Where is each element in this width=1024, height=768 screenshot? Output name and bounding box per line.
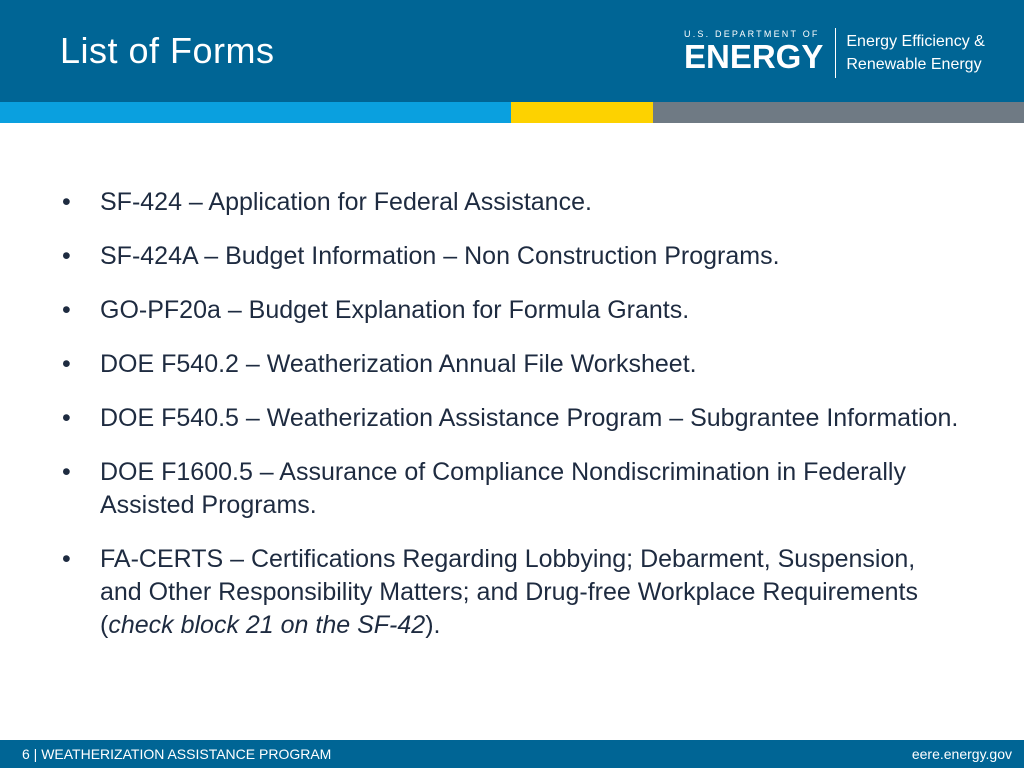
list-item-text: DOE F540.2 – Weatherization Annual File Worksheet. xyxy=(100,350,697,378)
logo-office xyxy=(846,30,984,76)
logo-divider xyxy=(835,28,836,78)
list-item-text: SF-424 – Application for Federal Assistance. xyxy=(100,188,592,216)
footer-website: eere.energy.gov xyxy=(911,746,1012,762)
doe-logo-wordmark xyxy=(684,28,823,73)
stripe-yellow xyxy=(511,102,653,123)
logo-office-line1: Energy Efficiency & xyxy=(846,33,985,50)
list-item xyxy=(62,456,962,522)
list-item xyxy=(62,402,962,435)
stripe-blue xyxy=(0,102,511,123)
slide-header xyxy=(0,0,1024,102)
footer-page-program: 6 | WEATHERIZATION ASSISTANCE PROGRAM xyxy=(22,746,332,762)
list-item-suffix: ). xyxy=(425,611,441,639)
logo-agency: ENERGY xyxy=(684,38,824,75)
list-item-text: GO-PF20a – Budget Explanation for Formula Grants. xyxy=(100,296,690,324)
list-item-text: DOE F540.5 – Weatherization Assistance Program – Subgrantee Information. xyxy=(100,404,959,432)
list-item-text: SF-424A – Budget Information – Non Construction Programs. xyxy=(100,242,780,270)
doe-logo xyxy=(684,28,985,80)
list-item-italic-note: check block 21 on the SF-42 xyxy=(108,611,426,639)
list-item-text: FA-CERTS – Certifications Regarding Lobbying; Debarment, Suspension, and Other Responsibility Matters; and Drug-free Workplace Requirements ( xyxy=(100,545,918,639)
list-item xyxy=(62,348,962,381)
logo-department: U.S. DEPARTMENT OF xyxy=(684,29,820,39)
list-item xyxy=(62,186,962,219)
slide-footer xyxy=(0,740,1024,768)
logo-office-line2: Renewable Energy xyxy=(846,56,982,73)
stripe-gray xyxy=(653,102,1024,123)
list-item xyxy=(62,543,962,642)
list-item-text: DOE F1600.5 – Assurance of Compliance Nondiscrimination in Federally Assisted Programs. xyxy=(100,458,906,519)
slide-title: List of Forms xyxy=(60,30,275,71)
list-item xyxy=(62,240,962,273)
list-item xyxy=(62,294,962,327)
forms-list xyxy=(62,186,962,663)
